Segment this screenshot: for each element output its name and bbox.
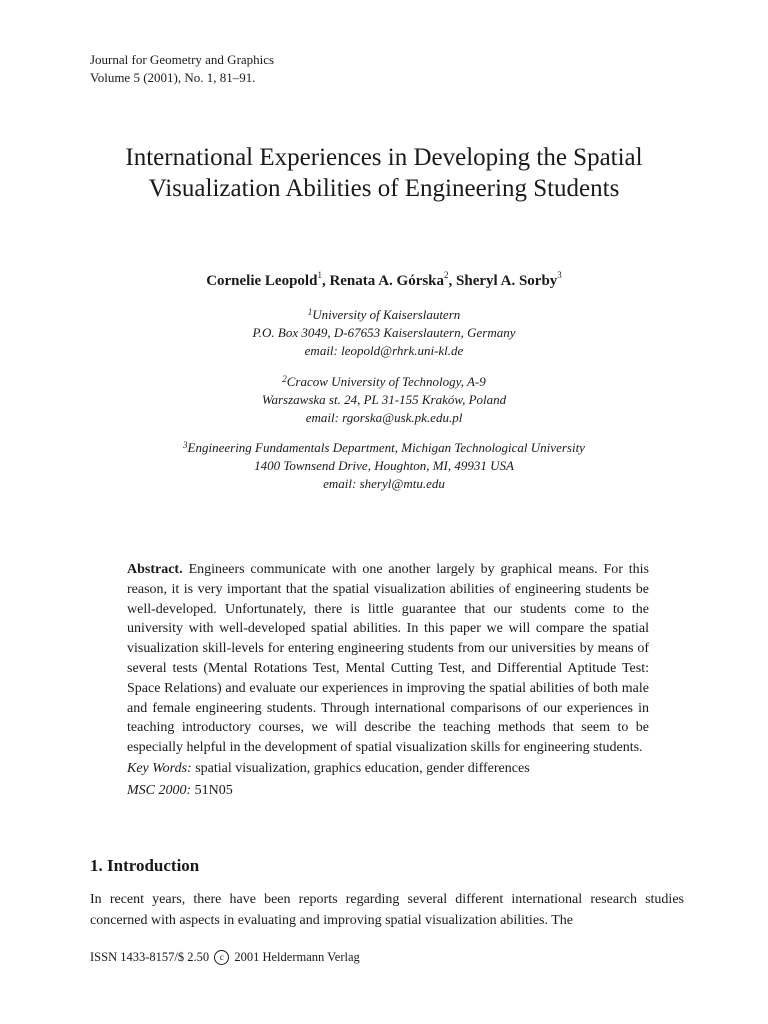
affiliation-3 [60,439,708,493]
copyright-icon: c [214,950,229,965]
author-mark: 1 [317,270,322,280]
paper-title: International Experiences in Developing the Spatial Visualization Abilities of Engineering Students [125,144,643,202]
author-separator: , [321,273,330,289]
abstract-label: Abstract. [127,562,183,577]
abstract-text: Engineers communicate with one another largely by graphical means. For this reason, it is very important that the spatial visualization abilities of engineering students be well-developed. Unfortunately, there is little guarantee that our students come to the university with well-developed spatial abilities. In this paper we will compare the spatial visualization skill-levels for entering engineering students from our universities by means of several tests (Mental Rotations Test, Mental Cutting Test, and Differential Aptitude Test: Space Relations) and evaluate our experiences in improving the spatial abilities of both male and female engineering students. Through international comparisons of our experiences in teaching introductory courses, we will describe the teaching methods that seem to be especially helpful in the development of spatial visualization skills for engineering students. [127,562,649,756]
affiliation-line: Engineering Fundamentals Department, Michigan Technological University [187,440,585,455]
abstract-block [127,560,649,801]
msc-code: 51N05 [194,782,233,798]
msc-line [127,781,649,801]
author-mark: 2 [444,270,449,280]
issn-text: ISSN 1433-8157/$ 2.50 [90,950,210,964]
affiliation-line: Warszawska st. 24, PL 31-155 Kraków, Poland [261,392,507,407]
page-footer [90,950,360,966]
affiliation-email: email: leopold@rhrk.uni-kl.de [304,343,464,358]
section-paragraph: In recent years, there have been reports regarding several different international research studies concerned with aspects in evaluating and improving spatial visualization abilities. The [90,892,684,928]
affiliation-mark: 1 [307,307,313,317]
affiliation-mark: 3 [183,440,188,450]
section-heading: 1. Introduction [90,856,200,875]
author-name: Renata A. Górska [329,273,445,289]
journal-volume: Volume 5 (2001), No. 1, 81–91. [90,70,256,85]
author-name: Cornelie Leopold [206,273,318,289]
affiliation-email: email: rgorska@usk.pk.edu.pl [305,410,463,425]
affiliation-line: P.O. Box 3049, D-67653 Kaiserslautern, Germany [252,325,516,340]
affiliation-line: 1400 Townsend Drive, Houghton, MI, 49931 USA [254,458,514,473]
journal-name: Journal for Geometry and Graphics [90,52,275,67]
abstract-paragraph [127,560,649,758]
msc-label: MSC 2000: [127,782,192,798]
author-mark: 3 [557,270,562,280]
author-list [60,270,708,290]
author-separator: , [448,273,457,289]
affiliation-email: email: sheryl@mtu.edu [323,476,445,491]
affiliation-mark: 2 [282,374,287,384]
publisher-text: 2001 Heldermann Verlag [234,950,360,964]
keywords-label: Key Words: [127,760,192,776]
affiliation-2 [60,373,708,427]
keywords-text: spatial visualization, graphics education, gender differences [195,760,530,776]
keywords-line [127,759,649,779]
affiliation-line: Cracow University of Technology, A-9 [286,374,486,389]
journal-header [90,51,274,87]
author-name: Sheryl A. Sorby [456,273,558,289]
affiliation-line: University of Kaiserslautern [312,307,461,322]
affiliation-1 [60,306,708,360]
